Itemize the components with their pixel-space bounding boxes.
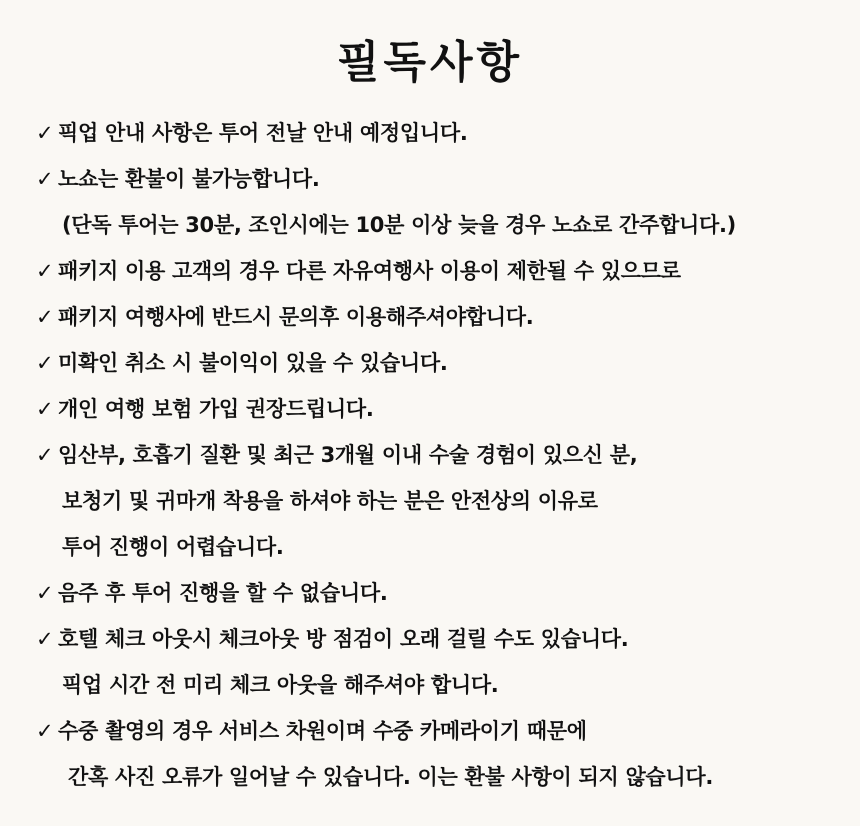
notice-text: 패키지 이용 고객의 경우 다른 자유여행사 이용이 제한될 수 있으므로	[58, 259, 681, 283]
check-icon: ✓	[36, 121, 54, 145]
notice-text: 수중 촬영의 경우 서비스 차원이며 수중 카메라이기 때문에	[58, 719, 587, 743]
notice-text: (단독 투어는 30분, 조인시에는 10분 이상 늦을 경우 노쇼로 간주합니다.)	[62, 213, 736, 237]
check-icon: ✓	[36, 627, 54, 651]
notice-text: 패키지 여행사에 반드시 문의후 이용해주셔야합니다.	[58, 305, 534, 329]
check-icon: ✓	[36, 581, 54, 605]
check-icon: ✓	[36, 259, 54, 283]
notice-line	[36, 202, 846, 248]
notice-text: 음주 후 투어 진행을 할 수 없습니다.	[58, 581, 388, 605]
notice-text: 노쇼는 환불이 불가능합니다.	[58, 167, 320, 191]
notice-line	[36, 340, 846, 386]
check-icon: ✓	[36, 397, 54, 421]
check-icon: ✓	[36, 719, 54, 743]
notice-line	[36, 708, 846, 754]
notice-text: 투어 진행이 어렵습니다.	[62, 535, 284, 559]
notice-line	[36, 524, 846, 570]
notice-line	[36, 386, 846, 432]
page-title: 필독사항	[336, 37, 523, 88]
notice-line	[36, 110, 846, 156]
check-icon: ✓	[36, 167, 54, 191]
notice-line	[36, 294, 846, 340]
notice-line	[36, 662, 846, 708]
notice-text: 미확인 취소 시 불이익이 있을 수 있습니다.	[58, 351, 448, 375]
notice-text: 호텔 체크 아웃시 체크아웃 방 점검이 오래 걸릴 수도 있습니다.	[58, 627, 629, 651]
notice-text: 개인 여행 보험 가입 권장드립니다.	[58, 397, 374, 421]
notice-line	[36, 432, 846, 478]
notice-text: 픽업 시간 전 미리 체크 아웃을 해주셔야 합니다.	[62, 673, 499, 697]
notice-line	[36, 570, 846, 616]
notice-text: 보청기 및 귀마개 착용을 하셔야 하는 분은 안전상의 이유로	[62, 489, 598, 513]
notice-list	[36, 110, 846, 800]
notice-line	[36, 156, 846, 202]
notice-line	[36, 754, 846, 800]
notice-text: 임산부, 호흡기 질환 및 최근 3개월 이내 수술 경험이 있으신 분,	[58, 443, 638, 467]
check-icon: ✓	[36, 305, 54, 329]
notice-line	[36, 248, 846, 294]
notice-text: 픽업 안내 사항은 투어 전날 안내 예정입니다.	[58, 121, 468, 145]
notice-line	[36, 616, 846, 662]
check-icon: ✓	[36, 351, 54, 375]
check-icon: ✓	[36, 443, 54, 467]
notice-text: 간혹 사진 오류가 일어날 수 있습니다. 이는 환불 사항이 되지 않습니다.	[68, 765, 714, 789]
notice-line	[36, 478, 846, 524]
